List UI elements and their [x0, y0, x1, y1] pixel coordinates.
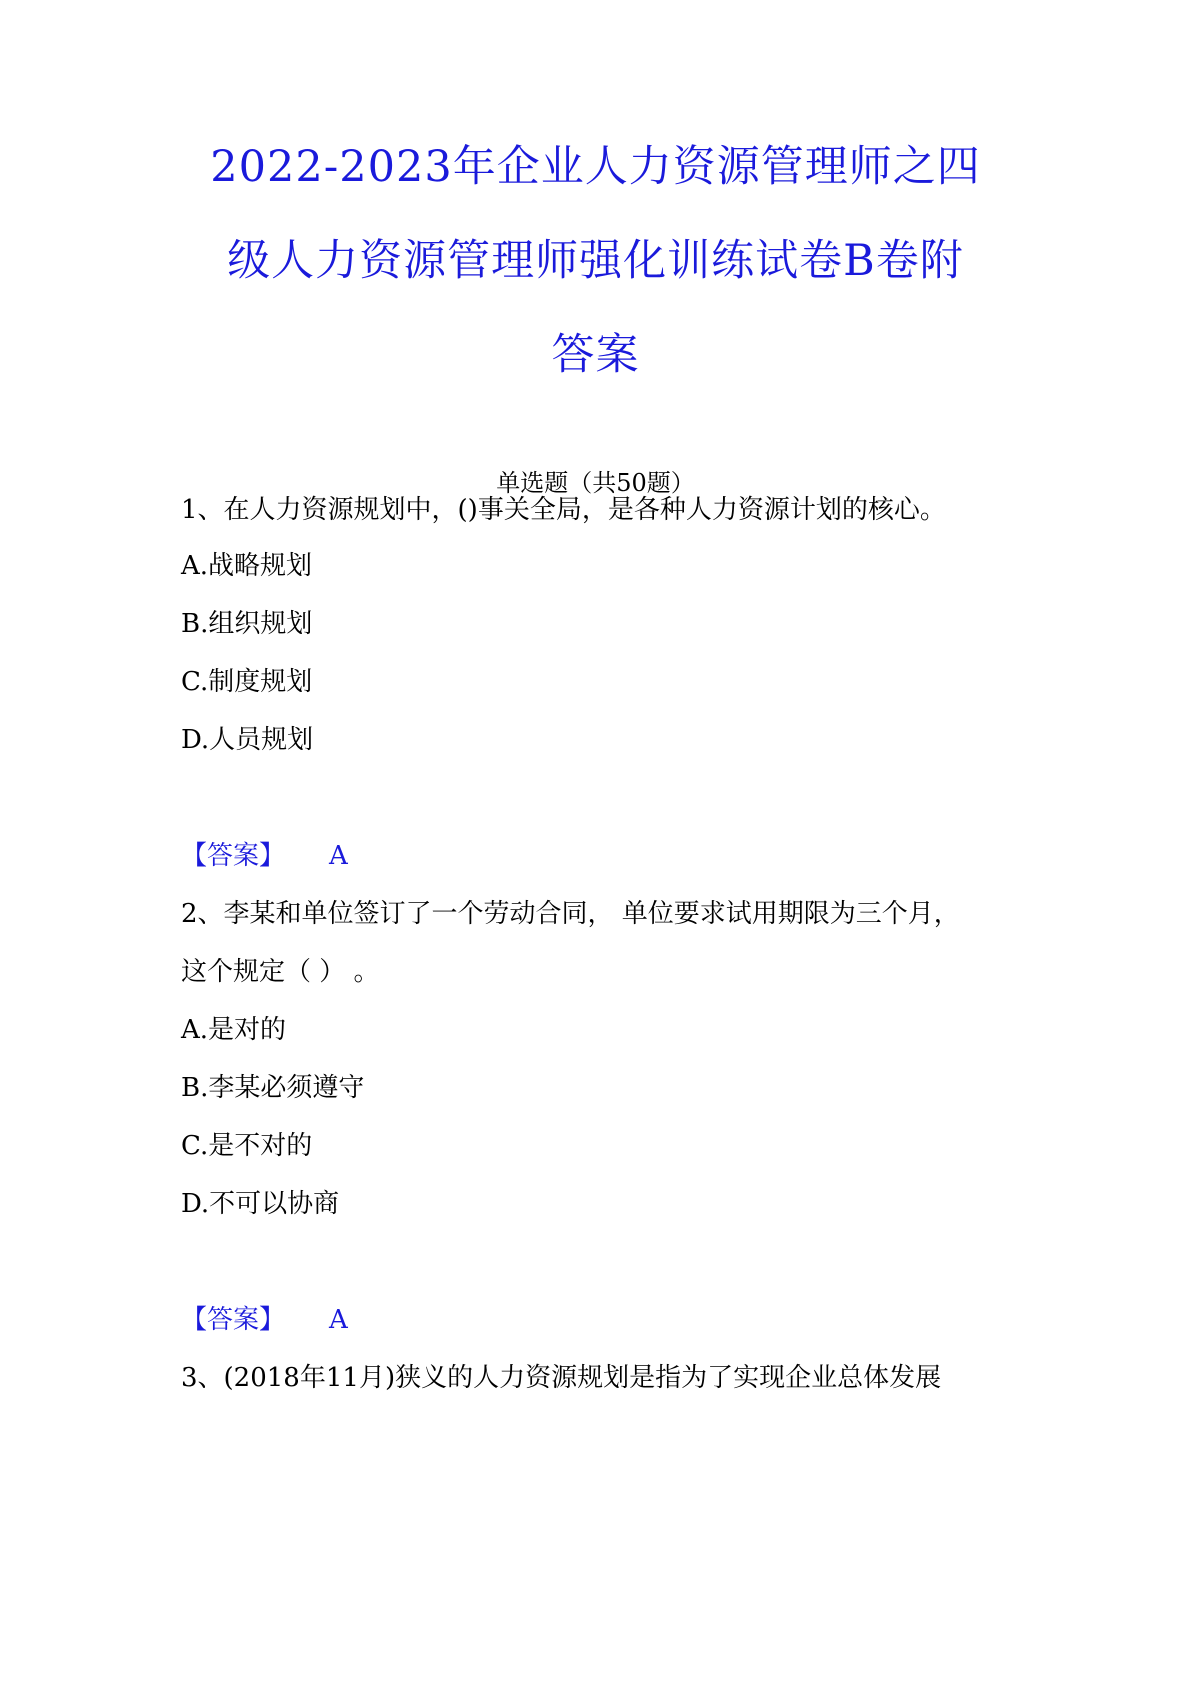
question-2-option-a: A.是对的: [181, 1015, 287, 1045]
question-2-answer: [181, 1304, 348, 1336]
answer-value: A: [329, 1305, 348, 1335]
question-2-option-c: C.是不对的: [181, 1131, 313, 1161]
question-2-option-b: B.李某必须遵守: [181, 1073, 365, 1103]
question-3-stem: 3、(2018年11月)狭义的人力资源规划是指为了实现企业总体发展: [181, 1363, 942, 1393]
question-1-option-a: A.战略规划: [181, 551, 313, 581]
question-1-option-b: B.组织规划: [181, 609, 313, 639]
document-title-line-3: 答案: [551, 330, 640, 380]
document-title-line-1: 2022-2023年企业人力资源管理师之四: [210, 142, 981, 192]
question-2-stem-line-1: 2、李某和单位签订了一个劳动合同， 单位要求试用期限为三个月，: [181, 899, 960, 929]
question-1-answer: [181, 840, 348, 872]
question-2-option-d: D.不可以协商: [181, 1189, 340, 1219]
question-1-option-d: D.人员规划: [181, 725, 314, 755]
answer-value: A: [329, 841, 348, 871]
section-heading: 单选题（共50题）: [496, 469, 695, 497]
answer-label: 【答案】: [181, 1305, 286, 1335]
answer-label: 【答案】: [181, 841, 286, 871]
question-1-stem: 1、在人力资源规划中，()事关全局，是各种人力资源计划的核心。: [181, 495, 946, 525]
question-2-stem-line-2: 这个规定（ ） 。: [181, 957, 380, 987]
question-1-option-c: C.制度规划: [181, 667, 313, 697]
document-title-line-2: 级人力资源管理师强化训练试卷B卷附: [227, 236, 964, 286]
